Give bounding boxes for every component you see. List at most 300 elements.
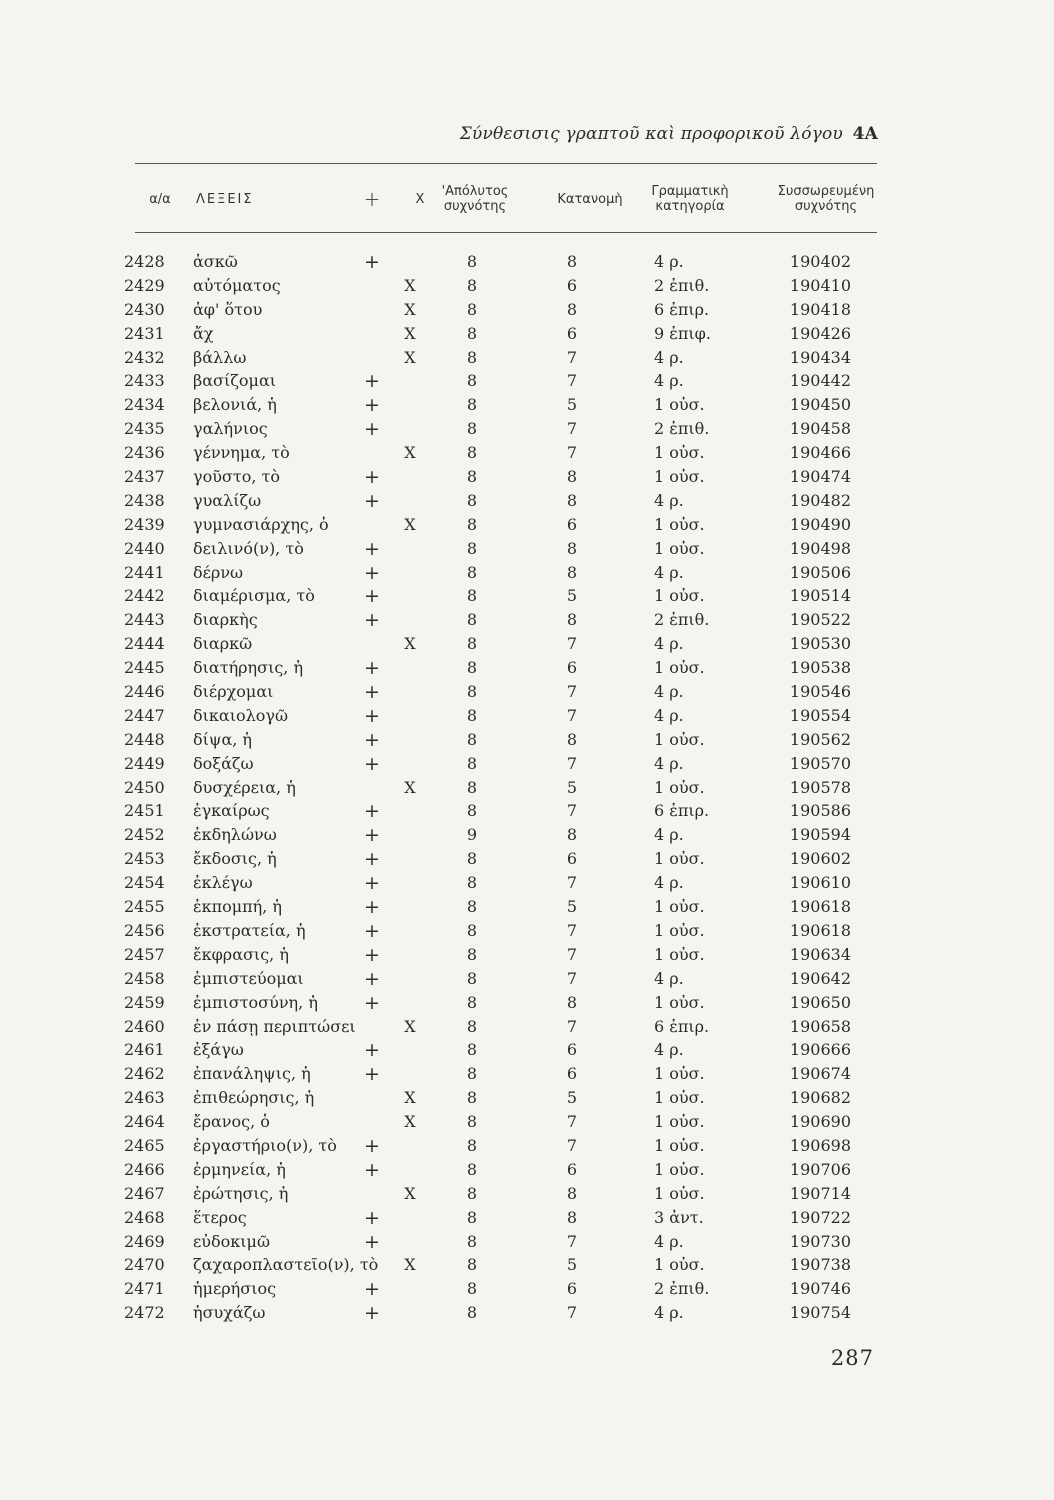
table-row — [0, 1184, 1054, 1208]
entry-cumulative-frequency: 190514 — [789, 586, 851, 606]
table-row — [0, 849, 1054, 873]
entry-cumulative-frequency: 190570 — [789, 753, 851, 773]
entry-absolute-frequency: 8 — [466, 944, 478, 964]
entry-distribution: 6 — [566, 1040, 578, 1060]
entry-word: ἀσκῶ — [193, 252, 238, 271]
entry-grammatical-category: 4 ρ. — [654, 634, 684, 654]
table-row — [0, 443, 1054, 467]
entry-distribution: 7 — [566, 968, 578, 988]
entry-grammatical-category: 1 οὐσ. — [654, 1064, 705, 1084]
entry-word: διέρχομαι — [193, 682, 274, 702]
entry-x-mark: Χ — [404, 323, 416, 343]
entry-grammatical-category: 4 ρ. — [654, 682, 684, 702]
entry-number: 2435 — [124, 419, 165, 439]
entry-plus-mark: + — [364, 418, 380, 441]
entry-distribution: 8 — [566, 825, 578, 845]
table-row — [0, 1303, 1054, 1327]
entry-cumulative-frequency: 190410 — [789, 275, 851, 295]
entry-grammatical-category: 6 ἐπιρ. — [654, 299, 710, 319]
entry-number: 2470 — [124, 1255, 165, 1275]
entry-absolute-frequency: 8 — [466, 873, 478, 893]
entry-word: ἐρώτησις, ἡ — [193, 1183, 289, 1203]
entry-word: ἐκπομπή, ἡ — [193, 897, 282, 917]
header-cumulative-frequency: Συσσωρευμένη συχνότης — [777, 184, 875, 214]
entry-cumulative-frequency: 190642 — [789, 968, 851, 988]
table-row — [0, 993, 1054, 1017]
entry-word: δέρνω — [193, 562, 244, 582]
entry-plus-mark: + — [364, 919, 380, 942]
table-row — [0, 754, 1054, 778]
entry-cumulative-frequency: 190602 — [789, 849, 851, 869]
entry-cumulative-frequency: 190466 — [789, 443, 851, 463]
entry-absolute-frequency: 8 — [466, 443, 478, 463]
entry-word: ἔρανος, ὁ — [193, 1112, 270, 1132]
entry-distribution: 6 — [566, 658, 578, 678]
entry-distribution: 8 — [566, 467, 578, 487]
entry-distribution: 5 — [566, 777, 578, 797]
entry-word: διατήρησις, ἡ — [193, 658, 304, 678]
entry-plus-mark: + — [364, 800, 380, 823]
table-row — [0, 395, 1054, 419]
table-row — [0, 825, 1054, 849]
entry-word: γυμνασιάρχης, ὁ — [193, 514, 329, 534]
entry-cumulative-frequency: 190554 — [789, 705, 851, 725]
entry-grammatical-category: 4 ρ. — [654, 1231, 684, 1251]
entry-number: 2438 — [124, 490, 165, 510]
entry-cumulative-frequency: 190490 — [789, 514, 851, 534]
entry-x-mark: Χ — [404, 299, 416, 319]
entry-absolute-frequency: 8 — [466, 705, 478, 725]
entry-word: βάλλω — [193, 347, 247, 367]
entry-grammatical-category: 4 ρ. — [654, 753, 684, 773]
entry-number: 2448 — [124, 729, 165, 749]
entry-cumulative-frequency: 190586 — [789, 801, 851, 821]
entry-number: 2437 — [124, 467, 165, 487]
entry-grammatical-category: 1 οὐσ. — [654, 1112, 705, 1132]
entry-number: 2434 — [124, 395, 165, 415]
entry-word: δικαιολογῶ — [193, 705, 288, 725]
header-distribution: Κατανομὴ — [557, 191, 623, 207]
entry-distribution: 6 — [566, 1279, 578, 1299]
running-head — [460, 124, 878, 144]
entry-number: 2463 — [124, 1088, 165, 1108]
table-row — [0, 730, 1054, 754]
entry-number: 2450 — [124, 777, 165, 797]
entry-distribution: 7 — [566, 419, 578, 439]
entry-grammatical-category: 4 ρ. — [654, 1040, 684, 1060]
entry-number: 2441 — [124, 562, 165, 582]
entry-grammatical-category: 1 οὐσ. — [654, 1159, 705, 1179]
entry-number: 2449 — [124, 753, 165, 773]
entry-word: ἡμερήσιος — [193, 1279, 277, 1299]
table-row — [0, 586, 1054, 610]
entry-cumulative-frequency: 190658 — [789, 1016, 851, 1036]
entry-absolute-frequency: 8 — [466, 1135, 478, 1155]
entry-number: 2457 — [124, 944, 165, 964]
entry-absolute-frequency: 8 — [466, 1088, 478, 1108]
entry-number: 2468 — [124, 1207, 165, 1227]
entry-word: ἐν πάσῃ περιπτώσει — [193, 1016, 356, 1036]
entry-distribution: 7 — [566, 1231, 578, 1251]
entry-distribution: 6 — [566, 1159, 578, 1179]
entry-plus-mark: + — [364, 609, 380, 632]
entry-cumulative-frequency: 190426 — [789, 323, 851, 343]
running-head-section: 4A — [852, 124, 878, 144]
entry-grammatical-category: 4 ρ. — [654, 490, 684, 510]
entry-plus-mark: + — [364, 585, 380, 608]
entry-distribution: 6 — [566, 1064, 578, 1084]
entry-grammatical-category: 1 οὐσ. — [654, 538, 705, 558]
entry-number: 2472 — [124, 1303, 165, 1323]
table-row — [0, 969, 1054, 993]
table-row — [0, 1279, 1054, 1303]
table-row — [0, 324, 1054, 348]
entry-cumulative-frequency: 190754 — [789, 1303, 851, 1323]
entry-x-mark: Χ — [404, 634, 416, 654]
entry-number: 2429 — [124, 275, 165, 295]
entry-word: ἔκδοσις, ἡ — [193, 849, 277, 869]
entry-distribution: 7 — [566, 801, 578, 821]
entry-cumulative-frequency: 190418 — [789, 299, 851, 319]
entry-word: γαλήνιος — [193, 419, 268, 439]
entry-x-mark: Χ — [404, 275, 416, 295]
entry-grammatical-category: 2 ἐπιθ. — [654, 419, 710, 439]
entry-word: δίψα, ἡ — [193, 729, 253, 749]
entry-distribution: 8 — [566, 1207, 578, 1227]
entry-grammatical-category: 1 οὐσ. — [654, 729, 705, 749]
entry-absolute-frequency: 8 — [466, 1183, 478, 1203]
entry-grammatical-category: 1 οὐσ. — [654, 467, 705, 487]
entry-word: ἐπιθεώρησις, ἡ — [193, 1088, 315, 1108]
entry-word: ἡσυχάζω — [193, 1303, 266, 1323]
table-row — [0, 610, 1054, 634]
entry-number: 2431 — [124, 323, 165, 343]
table-row — [0, 563, 1054, 587]
entry-distribution: 6 — [566, 323, 578, 343]
entry-cumulative-frequency: 190474 — [789, 467, 851, 487]
table-row — [0, 1208, 1054, 1232]
entry-plus-mark: + — [364, 728, 380, 751]
entry-cumulative-frequency: 190434 — [789, 347, 851, 367]
entry-absolute-frequency: 8 — [466, 682, 478, 702]
table-row — [0, 348, 1054, 372]
entry-cumulative-frequency: 190530 — [789, 634, 851, 654]
entry-grammatical-category: 4 ρ. — [654, 1303, 684, 1323]
entry-cumulative-frequency: 190738 — [789, 1255, 851, 1275]
entry-plus-mark: + — [364, 872, 380, 895]
table-row — [0, 921, 1054, 945]
entry-cumulative-frequency: 190746 — [789, 1279, 851, 1299]
header-lexeis: ΛΕΞΕΙΣ — [196, 191, 254, 207]
entry-x-mark: Χ — [404, 777, 416, 797]
entry-word: ἐπανάληψις, ἡ — [193, 1064, 311, 1084]
entry-absolute-frequency: 8 — [466, 968, 478, 988]
entry-absolute-frequency: 8 — [466, 1303, 478, 1323]
entry-grammatical-category: 1 οὐσ. — [654, 514, 705, 534]
entry-absolute-frequency: 8 — [466, 538, 478, 558]
entry-absolute-frequency: 8 — [466, 1064, 478, 1084]
entry-absolute-frequency: 8 — [466, 252, 478, 271]
entry-number: 2471 — [124, 1279, 165, 1299]
entry-word: διαρκῶ — [193, 634, 253, 654]
table-row — [0, 658, 1054, 682]
table-row — [0, 1136, 1054, 1160]
entry-grammatical-category: 1 οὐσ. — [654, 849, 705, 869]
entry-grammatical-category: 2 ἐπιθ. — [654, 610, 710, 630]
entry-number: 2439 — [124, 514, 165, 534]
entry-cumulative-frequency: 190690 — [789, 1112, 851, 1132]
entry-word: βελονιά, ἡ — [193, 395, 277, 415]
entry-plus-mark: + — [364, 1134, 380, 1157]
entry-cumulative-frequency: 190562 — [789, 729, 851, 749]
entry-distribution: 7 — [566, 682, 578, 702]
entry-number: 2432 — [124, 347, 165, 367]
entry-cumulative-frequency: 190594 — [789, 825, 851, 845]
entry-word: αὐτόματος — [193, 275, 281, 295]
entry-absolute-frequency: 8 — [466, 299, 478, 319]
entry-cumulative-frequency: 190498 — [789, 538, 851, 558]
entry-absolute-frequency: 9 — [466, 825, 478, 845]
entry-distribution: 6 — [566, 514, 578, 534]
entry-plus-mark: + — [364, 1302, 380, 1325]
entry-cumulative-frequency: 190618 — [789, 920, 851, 940]
entry-number: 2447 — [124, 705, 165, 725]
entry-cumulative-frequency: 190714 — [789, 1183, 851, 1203]
entry-distribution: 7 — [566, 371, 578, 391]
entry-word: ἐμπιστοσύνη, ἡ — [193, 992, 318, 1012]
entry-absolute-frequency: 8 — [466, 490, 478, 510]
entry-distribution: 5 — [566, 1255, 578, 1275]
entry-plus-mark: + — [364, 251, 380, 273]
entry-plus-mark: + — [364, 943, 380, 966]
entry-number: 2467 — [124, 1183, 165, 1203]
entry-plus-mark: + — [364, 1063, 380, 1086]
table-row — [0, 419, 1054, 443]
entry-number: 2430 — [124, 299, 165, 319]
entry-cumulative-frequency: 190698 — [789, 1135, 851, 1155]
table-row — [0, 634, 1054, 658]
entry-absolute-frequency: 8 — [466, 1279, 478, 1299]
entry-cumulative-frequency: 190674 — [789, 1064, 851, 1084]
entry-word: ἐξάγω — [193, 1040, 244, 1060]
entry-distribution: 7 — [566, 443, 578, 463]
entry-x-mark: Χ — [404, 1016, 416, 1036]
table-row — [0, 467, 1054, 491]
table-row — [0, 1088, 1054, 1112]
entry-plus-mark: + — [364, 1206, 380, 1229]
entry-absolute-frequency: 8 — [466, 729, 478, 749]
entry-x-mark: Χ — [404, 514, 416, 534]
entry-number: 2440 — [124, 538, 165, 558]
entry-number: 2444 — [124, 634, 165, 654]
entry-cumulative-frequency: 190450 — [789, 395, 851, 415]
entry-distribution: 8 — [566, 490, 578, 510]
entry-x-mark: Χ — [404, 1088, 416, 1108]
header-x: Χ — [415, 191, 425, 207]
page-number: 287 — [830, 1346, 874, 1370]
header-plus: + — [363, 186, 381, 211]
entry-cumulative-frequency: 190730 — [789, 1231, 851, 1251]
entry-absolute-frequency: 8 — [466, 1255, 478, 1275]
entry-distribution: 7 — [566, 1112, 578, 1132]
entry-absolute-frequency: 8 — [466, 753, 478, 773]
entry-number: 2446 — [124, 682, 165, 702]
entry-cumulative-frequency: 190546 — [789, 682, 851, 702]
entry-distribution: 7 — [566, 944, 578, 964]
table-row — [0, 1255, 1054, 1279]
entry-number: 2460 — [124, 1016, 165, 1036]
entry-word: ἔκφρασις, ἡ — [193, 944, 289, 964]
entry-absolute-frequency: 8 — [466, 514, 478, 534]
entry-cumulative-frequency: 190402 — [789, 252, 851, 271]
table-row — [0, 539, 1054, 563]
entry-number: 2466 — [124, 1159, 165, 1179]
entry-absolute-frequency: 8 — [466, 634, 478, 654]
table-row — [0, 371, 1054, 395]
entry-plus-mark: + — [364, 1230, 380, 1253]
entry-distribution: 7 — [566, 1303, 578, 1323]
entry-grammatical-category: 1 οὐσ. — [654, 1255, 705, 1275]
entry-cumulative-frequency: 190618 — [789, 897, 851, 917]
entry-grammatical-category: 4 ρ. — [654, 873, 684, 893]
entry-cumulative-frequency: 190634 — [789, 944, 851, 964]
entry-word: ἐκλέγω — [193, 873, 253, 893]
entry-absolute-frequency: 8 — [466, 610, 478, 630]
table-row — [0, 252, 1054, 276]
entry-number: 2436 — [124, 443, 165, 463]
entry-word: διαρκὴς — [193, 610, 258, 630]
entry-plus-mark: + — [364, 704, 380, 727]
entry-grammatical-category: 4 ρ. — [654, 968, 684, 988]
entry-x-mark: Χ — [404, 443, 416, 463]
entry-grammatical-category: 4 ρ. — [654, 825, 684, 845]
entry-cumulative-frequency: 190442 — [789, 371, 851, 391]
entry-distribution: 5 — [566, 586, 578, 606]
entry-distribution: 7 — [566, 347, 578, 367]
entry-grammatical-category: 1 οὐσ. — [654, 992, 705, 1012]
table-row — [0, 682, 1054, 706]
header-bottom-rule — [135, 232, 877, 233]
entry-plus-mark: + — [364, 537, 380, 560]
entry-grammatical-category: 1 οὐσ. — [654, 395, 705, 415]
entry-plus-mark: + — [364, 848, 380, 871]
entry-absolute-frequency: 8 — [466, 897, 478, 917]
table-row — [0, 276, 1054, 300]
table-row — [0, 1112, 1054, 1136]
entry-number: 2443 — [124, 610, 165, 630]
entry-number: 2445 — [124, 658, 165, 678]
table-row — [0, 897, 1054, 921]
header-absolute-frequency: 'Απόλυτος συχνότης — [441, 184, 509, 214]
entry-plus-mark: + — [364, 991, 380, 1014]
entry-grammatical-category: 4 ρ. — [654, 705, 684, 725]
word-table — [0, 252, 1054, 1327]
entry-grammatical-category: 1 οὐσ. — [654, 920, 705, 940]
entry-word: ἀφ' ὅτου — [193, 299, 263, 319]
entry-absolute-frequency: 8 — [466, 275, 478, 295]
entry-distribution: 8 — [566, 299, 578, 319]
table-row — [0, 945, 1054, 969]
entry-grammatical-category: 1 οὐσ. — [654, 443, 705, 463]
entry-grammatical-category: 1 οὐσ. — [654, 1135, 705, 1155]
entry-grammatical-category: 1 οὐσ. — [654, 897, 705, 917]
entry-plus-mark: + — [364, 394, 380, 417]
entry-distribution: 7 — [566, 705, 578, 725]
entry-number: 2428 — [124, 252, 165, 271]
entry-plus-mark: + — [364, 1278, 380, 1301]
entry-distribution: 6 — [566, 275, 578, 295]
entry-absolute-frequency: 8 — [466, 658, 478, 678]
table-row — [0, 801, 1054, 825]
entry-plus-mark: + — [364, 1158, 380, 1181]
entry-absolute-frequency: 8 — [466, 1159, 478, 1179]
entry-distribution: 6 — [566, 849, 578, 869]
entry-x-mark: Χ — [404, 1183, 416, 1203]
entry-plus-mark: + — [364, 824, 380, 847]
entry-distribution: 7 — [566, 873, 578, 893]
table-row — [0, 491, 1054, 515]
entry-number: 2461 — [124, 1040, 165, 1060]
entry-cumulative-frequency: 190458 — [789, 419, 851, 439]
entry-plus-mark: + — [364, 752, 380, 775]
entry-distribution: 5 — [566, 395, 578, 415]
entry-distribution: 8 — [566, 1183, 578, 1203]
entry-distribution: 8 — [566, 729, 578, 749]
entry-cumulative-frequency: 190538 — [789, 658, 851, 678]
entry-grammatical-category: 2 ἐπιθ. — [654, 275, 710, 295]
entry-word: δυσχέρεια, ἡ — [193, 777, 296, 797]
entry-absolute-frequency: 8 — [466, 1207, 478, 1227]
entry-plus-mark: + — [364, 896, 380, 919]
header-aa: α/α — [149, 191, 171, 207]
entry-plus-mark: + — [364, 489, 380, 512]
entry-distribution: 8 — [566, 252, 578, 271]
table-row — [0, 873, 1054, 897]
entry-grammatical-category: 9 ἐπιφ. — [654, 323, 711, 343]
entry-distribution: 8 — [566, 562, 578, 582]
entry-absolute-frequency: 8 — [466, 1040, 478, 1060]
table-row — [0, 515, 1054, 539]
entry-number: 2465 — [124, 1135, 165, 1155]
entry-number: 2462 — [124, 1064, 165, 1084]
entry-plus-mark: + — [364, 681, 380, 704]
entry-cumulative-frequency: 190682 — [789, 1088, 851, 1108]
entry-cumulative-frequency: 190482 — [789, 490, 851, 510]
entry-cumulative-frequency: 190610 — [789, 873, 851, 893]
entry-word: βασίζομαι — [193, 371, 277, 391]
header-top-rule — [135, 163, 877, 164]
entry-absolute-frequency: 8 — [466, 371, 478, 391]
entry-word: ἕτερος — [193, 1207, 247, 1227]
table-row — [0, 1232, 1054, 1256]
entry-word: ἐμπιστεύομαι — [193, 968, 304, 988]
entry-grammatical-category: 1 οὐσ. — [654, 586, 705, 606]
table-row — [0, 1017, 1054, 1041]
entry-word: δοξάζω — [193, 753, 254, 773]
entry-word: ἄχ — [193, 323, 214, 343]
entry-distribution: 7 — [566, 634, 578, 654]
entry-cumulative-frequency: 190706 — [789, 1159, 851, 1179]
entry-absolute-frequency: 8 — [466, 1016, 478, 1036]
entry-cumulative-frequency: 190722 — [789, 1207, 851, 1227]
entry-grammatical-category: 3 ἀντ. — [654, 1207, 704, 1227]
entry-absolute-frequency: 8 — [466, 395, 478, 415]
entry-word: εὐδοκιμῶ — [193, 1231, 270, 1251]
entry-distribution: 7 — [566, 920, 578, 940]
entry-word: ἐκστρατεία, ἡ — [193, 920, 306, 940]
entry-word: γέννημα, τὸ — [193, 443, 290, 463]
entry-plus-mark: + — [364, 967, 380, 990]
